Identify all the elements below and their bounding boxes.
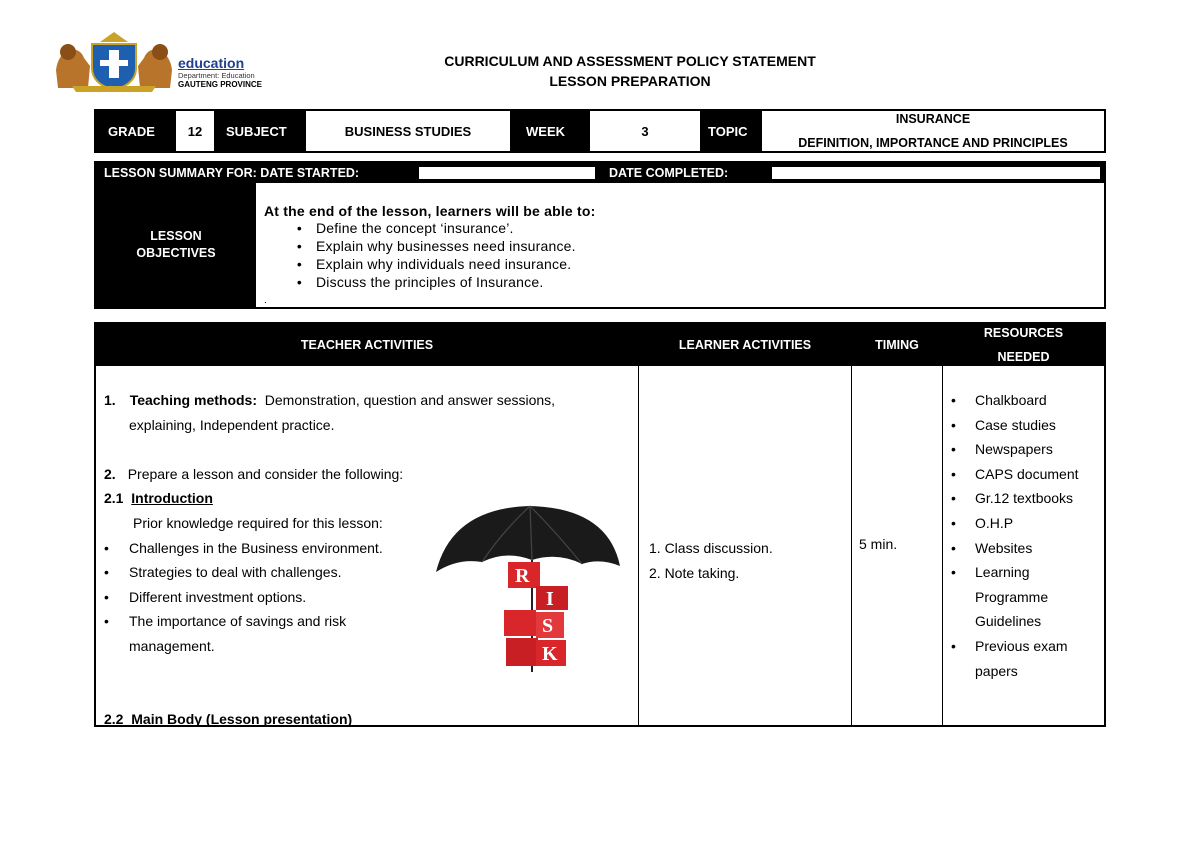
column-divider	[851, 366, 852, 725]
subject-label: SUBJECT	[214, 111, 306, 151]
grade-value: 12	[176, 111, 214, 151]
resource-item-cont: Programme	[975, 588, 1049, 605]
trailing-mark: .	[264, 295, 267, 306]
objectives-label-line-2: OBJECTIVES	[136, 246, 216, 260]
risk-letter: S	[542, 615, 554, 637]
objectives-heading: At the end of the lesson, learners will be able to:	[264, 203, 596, 219]
risk-letter: K	[542, 643, 558, 665]
objectives-body	[264, 203, 595, 291]
header-learner-activities: LEARNER ACTIVITIES	[678, 338, 812, 352]
timing-cell: 5 min.	[859, 536, 898, 552]
objectives-label	[96, 183, 256, 307]
section-number: 2.2	[104, 711, 124, 728]
logo-province: GAUTENG PROVINCE	[178, 80, 263, 89]
objectives-label-line-1: LESSON	[150, 229, 202, 243]
lesson-info-row	[94, 109, 1106, 153]
resource-item: • Learning	[951, 560, 1079, 585]
prepare-text: Prepare a lesson and consider the following:	[127, 465, 404, 482]
resource-item: • Case studies	[951, 413, 1079, 438]
risk-letter: I	[546, 588, 554, 610]
teaching-methods-cont: explaining, Independent practice.	[129, 416, 335, 433]
logo-department: Department: Education	[178, 71, 255, 80]
prior-knowledge-item: • The importance of savings and risk	[104, 609, 644, 634]
learner-activity-item: 2. Note taking.	[649, 564, 740, 581]
column-divider	[942, 366, 943, 725]
section-number: 2.1	[104, 490, 124, 507]
objective-item: • Discuss the principles of Insurance.	[264, 273, 595, 291]
resource-item: • Websites	[951, 536, 1079, 561]
logo-text	[178, 56, 262, 89]
main-body-title: Main Body (Lesson presentation)	[131, 711, 353, 728]
learner-activities-cell	[649, 536, 773, 585]
umbrella-risk-image	[432, 502, 624, 676]
header-resources	[943, 324, 1104, 366]
document-title	[330, 51, 930, 91]
learner-activity-item: 1. Class discussion.	[649, 540, 773, 556]
main-body-heading	[104, 707, 644, 732]
teaching-methods-item	[104, 388, 644, 413]
teaching-methods-label: Teaching methods:	[129, 392, 257, 408]
resource-item: • Chalkboard	[951, 388, 1079, 413]
prior-knowledge-item: • Challenges in the Business environment.	[104, 536, 644, 561]
objective-item: • Explain why businesses need insurance.	[264, 237, 595, 255]
topic-label: TOPIC	[700, 111, 762, 151]
item-number: 1.	[104, 392, 116, 408]
topic-line-1: INSURANCE	[895, 112, 971, 126]
grade-label: GRADE	[96, 111, 176, 151]
table-header-row	[96, 324, 1104, 366]
introduction-title: Introduction	[131, 490, 213, 507]
prior-knowledge-item: • Strategies to deal with challenges.	[104, 560, 644, 585]
resources-cell	[951, 388, 1079, 683]
prior-knowledge: Prior knowledge required for this lesson:	[133, 514, 383, 531]
resource-item: • Gr.12 textbooks	[951, 486, 1079, 511]
header-teacher-activities: TEACHER ACTIVITIES	[300, 338, 434, 352]
objectives-list	[264, 219, 595, 291]
prior-knowledge-item: • Different investment options.	[104, 585, 644, 610]
logo-brand: education	[178, 55, 245, 71]
resource-item-cont: papers	[975, 662, 1018, 679]
activities-table	[94, 322, 1106, 727]
header-resources-line-2: NEEDED	[997, 350, 1050, 364]
risk-letter: R	[515, 565, 530, 587]
date-started-field[interactable]	[418, 166, 596, 180]
prepare-item	[104, 462, 644, 487]
summary-bar	[96, 163, 1104, 183]
title-line-1: CURRICULUM AND ASSESSMENT POLICY STATEMENT	[444, 53, 816, 69]
resource-item: • CAPS document	[951, 462, 1079, 487]
objective-item: • Explain why individuals need insurance.	[264, 255, 595, 273]
prior-knowledge-item-cont: management.	[129, 637, 215, 654]
header-timing: TIMING	[875, 338, 919, 352]
date-completed-field[interactable]	[771, 166, 1101, 180]
resource-item: • O.H.P	[951, 511, 1079, 536]
week-value: 3	[590, 111, 700, 151]
header-resources-line-1: RESOURCES	[983, 326, 1064, 340]
week-label: WEEK	[510, 111, 590, 151]
date-completed-label: DATE COMPLETED:	[609, 166, 729, 180]
topic-value	[762, 111, 1104, 151]
resource-item: • Previous exam	[951, 634, 1079, 659]
resource-item-cont: Guidelines	[975, 613, 1042, 630]
lesson-summary	[94, 161, 1106, 309]
objective-item: • Define the concept ‘insurance’.	[264, 219, 595, 237]
resource-item: • Newspapers	[951, 437, 1079, 462]
topic-line-2: DEFINITION, IMPORTANCE AND PRINCIPLES	[798, 136, 1068, 150]
title-line-2: LESSON PREPARATION	[549, 73, 711, 89]
date-started-label: LESSON SUMMARY FOR: DATE STARTED:	[104, 166, 360, 180]
subject-value: BUSINESS STUDIES	[306, 111, 510, 151]
item-number: 2.	[104, 465, 116, 482]
teaching-methods-text: Demonstration, question and answer sessions,	[264, 392, 556, 408]
